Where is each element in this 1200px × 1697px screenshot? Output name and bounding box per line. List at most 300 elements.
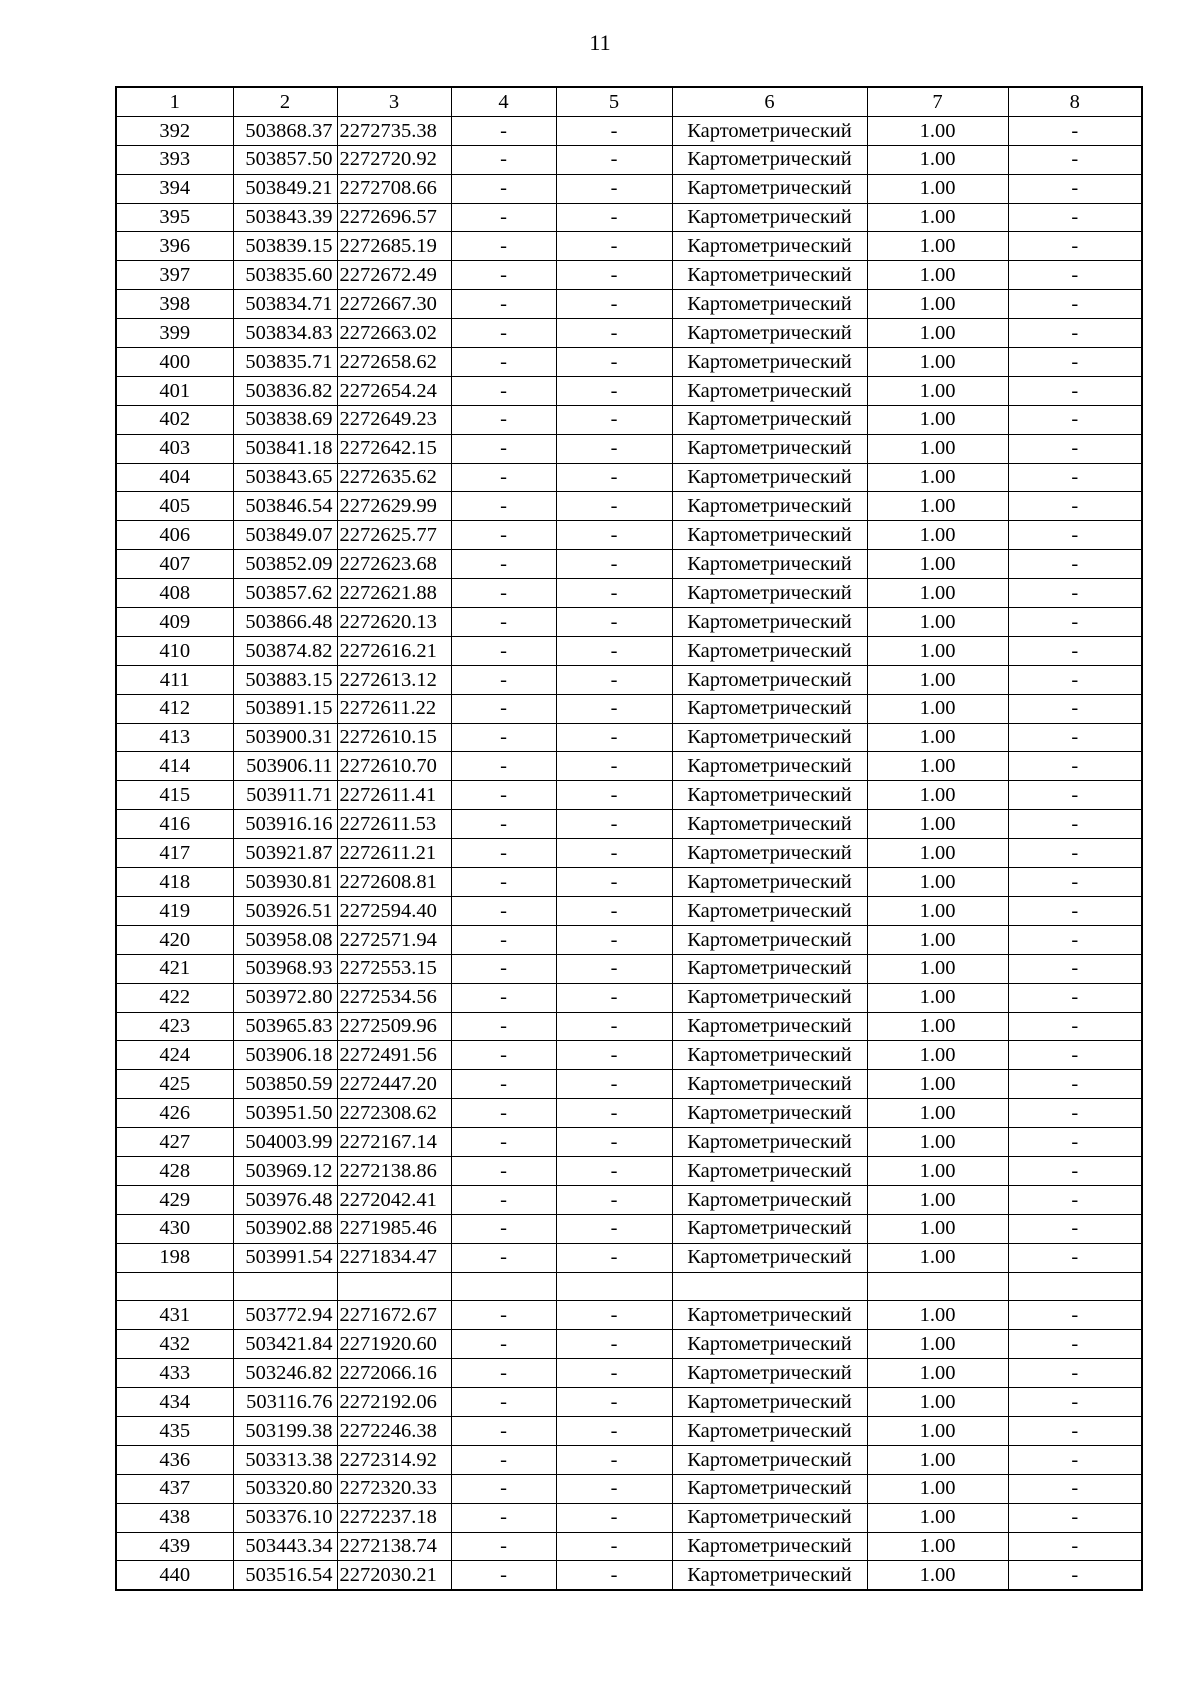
x-coordinate-cell: 503972.80: [233, 983, 337, 1012]
x-coordinate-cell: 503246.82: [233, 1359, 337, 1388]
point-number-cell: 434: [116, 1388, 233, 1417]
column-header: 4: [451, 87, 556, 116]
col4-cell: -: [451, 665, 556, 694]
col8-cell: -: [1008, 348, 1142, 377]
col5-cell: -: [556, 1128, 672, 1157]
method-cell: Картометрический: [672, 550, 867, 579]
table-row: [116, 781, 1142, 810]
col8-cell: -: [1008, 1070, 1142, 1099]
accuracy-cell: 1.00: [867, 579, 1008, 608]
col5-cell: -: [556, 665, 672, 694]
y-coordinate-cell: 2272611.41: [337, 781, 451, 810]
accuracy-cell: 1.00: [867, 1099, 1008, 1128]
table-row: [116, 174, 1142, 203]
point-number-cell: 198: [116, 1243, 233, 1272]
y-coordinate-cell: 2272608.81: [337, 868, 451, 897]
method-cell: Картометрический: [672, 868, 867, 897]
y-coordinate-cell: 2272167.14: [337, 1128, 451, 1157]
col8-cell: -: [1008, 492, 1142, 521]
x-coordinate-cell: 503199.38: [233, 1416, 337, 1445]
point-number-cell: 407: [116, 550, 233, 579]
x-coordinate-cell: 503313.38: [233, 1445, 337, 1474]
accuracy-cell: 1.00: [867, 694, 1008, 723]
col8-cell: -: [1008, 1532, 1142, 1561]
col8-cell: -: [1008, 145, 1142, 174]
col8-cell: -: [1008, 781, 1142, 810]
x-coordinate-cell: 503906.18: [233, 1041, 337, 1070]
table-row: [116, 1243, 1142, 1272]
col8-cell: -: [1008, 1243, 1142, 1272]
table-row: [116, 1503, 1142, 1532]
y-coordinate-cell: 2272616.21: [337, 636, 451, 665]
col5-cell: -: [556, 203, 672, 232]
point-number-cell: 406: [116, 521, 233, 550]
col8-cell: -: [1008, 694, 1142, 723]
accuracy-cell: 1.00: [867, 1532, 1008, 1561]
accuracy-cell: 1.00: [867, 116, 1008, 145]
col8-cell: -: [1008, 232, 1142, 261]
table-row: [116, 492, 1142, 521]
y-coordinate-cell: 2272625.77: [337, 521, 451, 550]
accuracy-cell: 1.00: [867, 145, 1008, 174]
col5-cell: -: [556, 983, 672, 1012]
col4-cell: -: [451, 781, 556, 810]
table-row: [116, 463, 1142, 492]
col5-cell: -: [556, 1214, 672, 1243]
x-coordinate-cell: 503843.65: [233, 463, 337, 492]
col4-cell: -: [451, 896, 556, 925]
col4-cell: -: [451, 174, 556, 203]
point-number-cell: 414: [116, 752, 233, 781]
col8-cell: -: [1008, 579, 1142, 608]
table-row: [116, 694, 1142, 723]
col5-cell: -: [556, 405, 672, 434]
y-coordinate-cell: 2272314.92: [337, 1445, 451, 1474]
accuracy-cell: 1.00: [867, 1185, 1008, 1214]
method-cell: Картометрический: [672, 810, 867, 839]
y-coordinate-cell: 2271672.67: [337, 1301, 451, 1330]
x-coordinate-cell: 503874.82: [233, 636, 337, 665]
point-number-cell: 440: [116, 1561, 233, 1590]
method-cell: Картометрический: [672, 521, 867, 550]
method-cell: Картометрический: [672, 376, 867, 405]
point-number-cell: 418: [116, 868, 233, 897]
method-cell: Картометрический: [672, 434, 867, 463]
method-cell: Картометрический: [672, 983, 867, 1012]
column-header: 7: [867, 87, 1008, 116]
accuracy-cell: 1.00: [867, 1070, 1008, 1099]
accuracy-cell: 1.00: [867, 550, 1008, 579]
col5-cell: -: [556, 1416, 672, 1445]
point-number-cell: 409: [116, 608, 233, 637]
point-number-cell: 396: [116, 232, 233, 261]
y-coordinate-cell: 2272553.15: [337, 954, 451, 983]
col8-cell: -: [1008, 868, 1142, 897]
point-number-cell: 427: [116, 1128, 233, 1157]
x-coordinate-cell: 503911.71: [233, 781, 337, 810]
method-cell: Картометрический: [672, 752, 867, 781]
y-coordinate-cell: 2272066.16: [337, 1359, 451, 1388]
accuracy-cell: 1.00: [867, 232, 1008, 261]
col5-cell: -: [556, 1012, 672, 1041]
col8-cell: -: [1008, 376, 1142, 405]
accuracy-cell: 1.00: [867, 608, 1008, 637]
accuracy-cell: 1.00: [867, 434, 1008, 463]
table-row: [116, 665, 1142, 694]
point-number-cell: 400: [116, 348, 233, 377]
table-row: [116, 290, 1142, 319]
col5-cell: -: [556, 521, 672, 550]
method-cell: Картометрический: [672, 1474, 867, 1503]
table-row: [116, 1416, 1142, 1445]
x-coordinate-cell: 503976.48: [233, 1185, 337, 1214]
x-coordinate-cell: 503850.59: [233, 1070, 337, 1099]
point-number-cell: 392: [116, 116, 233, 145]
x-coordinate-cell: 503841.18: [233, 434, 337, 463]
point-number-cell: [116, 1272, 233, 1301]
accuracy-cell: 1.00: [867, 723, 1008, 752]
method-cell: Картометрический: [672, 1445, 867, 1474]
col4-cell: -: [451, 1185, 556, 1214]
col4-cell: -: [451, 376, 556, 405]
col8-cell: -: [1008, 723, 1142, 752]
table-row: [116, 1128, 1142, 1157]
method-cell: Картометрический: [672, 636, 867, 665]
col5-cell: -: [556, 1388, 672, 1417]
x-coordinate-cell: 503906.11: [233, 752, 337, 781]
col8-cell: -: [1008, 983, 1142, 1012]
col5-cell: -: [556, 925, 672, 954]
point-number-cell: 430: [116, 1214, 233, 1243]
col4-cell: -: [451, 1099, 556, 1128]
col4-cell: -: [451, 319, 556, 348]
col5-cell: -: [556, 550, 672, 579]
x-coordinate-cell: 503838.69: [233, 405, 337, 434]
point-number-cell: 419: [116, 896, 233, 925]
point-number-cell: 429: [116, 1185, 233, 1214]
col8-cell: -: [1008, 1099, 1142, 1128]
accuracy-cell: 1.00: [867, 1503, 1008, 1532]
point-number-cell: 394: [116, 174, 233, 203]
table-row: [116, 1359, 1142, 1388]
y-coordinate-cell: 2272642.15: [337, 434, 451, 463]
accuracy-cell: 1.00: [867, 174, 1008, 203]
point-number-cell: 437: [116, 1474, 233, 1503]
column-header: 5: [556, 87, 672, 116]
accuracy-cell: 1.00: [867, 810, 1008, 839]
col5-cell: -: [556, 1156, 672, 1185]
col8-cell: -: [1008, 954, 1142, 983]
table-row: [116, 896, 1142, 925]
accuracy-cell: 1.00: [867, 839, 1008, 868]
table-row: [116, 868, 1142, 897]
accuracy-cell: 1.00: [867, 492, 1008, 521]
accuracy-cell: 1.00: [867, 463, 1008, 492]
col8-cell: -: [1008, 1416, 1142, 1445]
point-number-cell: 399: [116, 319, 233, 348]
y-coordinate-cell: [337, 1272, 451, 1301]
col5-cell: -: [556, 723, 672, 752]
col8-cell: -: [1008, 521, 1142, 550]
accuracy-cell: 1.00: [867, 1416, 1008, 1445]
y-coordinate-cell: 2271920.60: [337, 1330, 451, 1359]
col4-cell: -: [451, 1561, 556, 1590]
x-coordinate-cell: 503866.48: [233, 608, 337, 637]
table-row: [116, 1156, 1142, 1185]
method-cell: Картометрический: [672, 1503, 867, 1532]
point-number-cell: 420: [116, 925, 233, 954]
col4-cell: -: [451, 1156, 556, 1185]
col5-cell: -: [556, 290, 672, 319]
y-coordinate-cell: 2272509.96: [337, 1012, 451, 1041]
x-coordinate-cell: 503849.07: [233, 521, 337, 550]
x-coordinate-cell: 503991.54: [233, 1243, 337, 1272]
x-coordinate-cell: 503958.08: [233, 925, 337, 954]
col4-cell: -: [451, 694, 556, 723]
table-row: [116, 1330, 1142, 1359]
col8-cell: -: [1008, 1185, 1142, 1214]
col4-cell: -: [451, 608, 556, 637]
col8-cell: -: [1008, 636, 1142, 665]
point-number-cell: 424: [116, 1041, 233, 1070]
col8-cell: -: [1008, 1330, 1142, 1359]
col4-cell: -: [451, 203, 556, 232]
point-number-cell: 428: [116, 1156, 233, 1185]
col4-cell: -: [451, 521, 556, 550]
x-coordinate-cell: 503836.82: [233, 376, 337, 405]
column-header: 3: [337, 87, 451, 116]
point-number-cell: 405: [116, 492, 233, 521]
table-row: [116, 550, 1142, 579]
table-row: [116, 1012, 1142, 1041]
col5-cell: -: [556, 694, 672, 723]
method-cell: Картометрический: [672, 1330, 867, 1359]
x-coordinate-cell: 503891.15: [233, 694, 337, 723]
x-coordinate-cell: 503921.87: [233, 839, 337, 868]
col8-cell: -: [1008, 319, 1142, 348]
y-coordinate-cell: 2272696.57: [337, 203, 451, 232]
point-number-cell: 433: [116, 1359, 233, 1388]
y-coordinate-cell: 2272138.74: [337, 1532, 451, 1561]
x-coordinate-cell: 503421.84: [233, 1330, 337, 1359]
accuracy-cell: 1.00: [867, 983, 1008, 1012]
table-row: [116, 810, 1142, 839]
accuracy-cell: 1.00: [867, 1359, 1008, 1388]
col8-cell: -: [1008, 1474, 1142, 1503]
accuracy-cell: 1.00: [867, 1156, 1008, 1185]
col4-cell: -: [451, 348, 556, 377]
table-row: [116, 116, 1142, 145]
col4-cell: -: [451, 1359, 556, 1388]
method-cell: Картометрический: [672, 145, 867, 174]
col5-cell: -: [556, 752, 672, 781]
col5-cell: -: [556, 1330, 672, 1359]
x-coordinate-cell: 503834.83: [233, 319, 337, 348]
col5-cell: -: [556, 1561, 672, 1590]
point-number-cell: 403: [116, 434, 233, 463]
col5-cell: -: [556, 1099, 672, 1128]
col4-cell: -: [451, 290, 556, 319]
col4-cell: -: [451, 1503, 556, 1532]
point-number-cell: 412: [116, 694, 233, 723]
accuracy-cell: 1.00: [867, 348, 1008, 377]
x-coordinate-cell: 503835.71: [233, 348, 337, 377]
accuracy-cell: 1.00: [867, 1330, 1008, 1359]
table-row: [116, 954, 1142, 983]
x-coordinate-cell: 503834.71: [233, 290, 337, 319]
y-coordinate-cell: 2272571.94: [337, 925, 451, 954]
col4-cell: -: [451, 1532, 556, 1561]
accuracy-cell: 1.00: [867, 868, 1008, 897]
accuracy-cell: 1.00: [867, 636, 1008, 665]
accuracy-cell: 1.00: [867, 261, 1008, 290]
col8-cell: -: [1008, 752, 1142, 781]
column-header: 2: [233, 87, 337, 116]
method-cell: Картометрический: [672, 1070, 867, 1099]
y-coordinate-cell: 2272138.86: [337, 1156, 451, 1185]
col4-cell: [451, 1272, 556, 1301]
x-coordinate-cell: 503852.09: [233, 550, 337, 579]
col4-cell: -: [451, 636, 556, 665]
point-number-cell: 423: [116, 1012, 233, 1041]
col5-cell: -: [556, 434, 672, 463]
method-cell: Картометрический: [672, 1012, 867, 1041]
x-coordinate-cell: 503926.51: [233, 896, 337, 925]
col4-cell: -: [451, 1388, 556, 1417]
table-row: [116, 1041, 1142, 1070]
accuracy-cell: 1.00: [867, 1388, 1008, 1417]
y-coordinate-cell: 2272594.40: [337, 896, 451, 925]
col5-cell: -: [556, 145, 672, 174]
col5-cell: -: [556, 781, 672, 810]
accuracy-cell: 1.00: [867, 1474, 1008, 1503]
y-coordinate-cell: 2272708.66: [337, 174, 451, 203]
table-row: [116, 1301, 1142, 1330]
accuracy-cell: 1.00: [867, 290, 1008, 319]
col5-cell: -: [556, 376, 672, 405]
col4-cell: -: [451, 1243, 556, 1272]
col5-cell: -: [556, 174, 672, 203]
x-coordinate-cell: 503902.88: [233, 1214, 337, 1243]
method-cell: Картометрический: [672, 579, 867, 608]
table-row: [116, 839, 1142, 868]
col5-cell: -: [556, 232, 672, 261]
column-header: 8: [1008, 87, 1142, 116]
table-row: [116, 203, 1142, 232]
accuracy-cell: 1.00: [867, 376, 1008, 405]
col5-cell: -: [556, 868, 672, 897]
y-coordinate-cell: 2272611.53: [337, 810, 451, 839]
point-number-cell: 431: [116, 1301, 233, 1330]
point-number-cell: 416: [116, 810, 233, 839]
method-cell: Картометрический: [672, 232, 867, 261]
y-coordinate-cell: 2272308.62: [337, 1099, 451, 1128]
y-coordinate-cell: 2272237.18: [337, 1503, 451, 1532]
table-row: [116, 232, 1142, 261]
col4-cell: -: [451, 839, 556, 868]
method-cell: Картометрический: [672, 261, 867, 290]
table-row: [116, 752, 1142, 781]
x-coordinate-cell: 503900.31: [233, 723, 337, 752]
accuracy-cell: 1.00: [867, 954, 1008, 983]
accuracy-cell: 1.00: [867, 896, 1008, 925]
x-coordinate-cell: 503376.10: [233, 1503, 337, 1532]
y-coordinate-cell: 2272192.06: [337, 1388, 451, 1417]
col8-cell: -: [1008, 290, 1142, 319]
method-cell: Картометрический: [672, 348, 867, 377]
col8-cell: -: [1008, 1214, 1142, 1243]
col5-cell: -: [556, 261, 672, 290]
y-coordinate-cell: 2272613.12: [337, 665, 451, 694]
col8-cell: -: [1008, 896, 1142, 925]
col8-cell: -: [1008, 810, 1142, 839]
y-coordinate-cell: 2272610.70: [337, 752, 451, 781]
accuracy-cell: 1.00: [867, 521, 1008, 550]
table-row: [116, 1185, 1142, 1214]
col4-cell: -: [451, 1012, 556, 1041]
method-cell: Картометрический: [672, 1156, 867, 1185]
accuracy-cell: 1.00: [867, 319, 1008, 348]
point-number-cell: 438: [116, 1503, 233, 1532]
col4-cell: -: [451, 463, 556, 492]
point-number-cell: 395: [116, 203, 233, 232]
accuracy-cell: 1.00: [867, 203, 1008, 232]
accuracy-cell: 1.00: [867, 1243, 1008, 1272]
col8-cell: -: [1008, 1445, 1142, 1474]
accuracy-cell: 1.00: [867, 1214, 1008, 1243]
column-header: 1: [116, 87, 233, 116]
method-cell: Картометрический: [672, 954, 867, 983]
table-row: [116, 348, 1142, 377]
method-cell: Картометрический: [672, 723, 867, 752]
col5-cell: -: [556, 1243, 672, 1272]
col8-cell: -: [1008, 1301, 1142, 1330]
method-cell: Картометрический: [672, 1243, 867, 1272]
table-row: [116, 1214, 1142, 1243]
col4-cell: -: [451, 1041, 556, 1070]
table-row: [116, 1099, 1142, 1128]
y-coordinate-cell: 2272611.22: [337, 694, 451, 723]
x-coordinate-cell: 503835.60: [233, 261, 337, 290]
point-number-cell: 393: [116, 145, 233, 174]
col5-cell: -: [556, 492, 672, 521]
col4-cell: -: [451, 145, 556, 174]
y-coordinate-cell: 2272447.20: [337, 1070, 451, 1099]
y-coordinate-cell: 2272685.19: [337, 232, 451, 261]
col4-cell: -: [451, 550, 556, 579]
point-number-cell: 408: [116, 579, 233, 608]
x-coordinate-cell: 503930.81: [233, 868, 337, 897]
method-cell: Картометрический: [672, 174, 867, 203]
table-row: [116, 636, 1142, 665]
method-cell: Картометрический: [672, 1359, 867, 1388]
y-coordinate-cell: 2272649.23: [337, 405, 451, 434]
accuracy-cell: 1.00: [867, 1561, 1008, 1590]
col8-cell: [1008, 1272, 1142, 1301]
y-coordinate-cell: 2272534.56: [337, 983, 451, 1012]
method-cell: Картометрический: [672, 492, 867, 521]
method-cell: Картометрический: [672, 463, 867, 492]
table-row: [116, 521, 1142, 550]
col4-cell: -: [451, 1416, 556, 1445]
y-coordinate-cell: 2271834.47: [337, 1243, 451, 1272]
col8-cell: -: [1008, 839, 1142, 868]
method-cell: Картометрический: [672, 1041, 867, 1070]
y-coordinate-cell: 2272735.38: [337, 116, 451, 145]
col8-cell: -: [1008, 1156, 1142, 1185]
col8-cell: -: [1008, 1359, 1142, 1388]
table-row: [116, 1388, 1142, 1417]
